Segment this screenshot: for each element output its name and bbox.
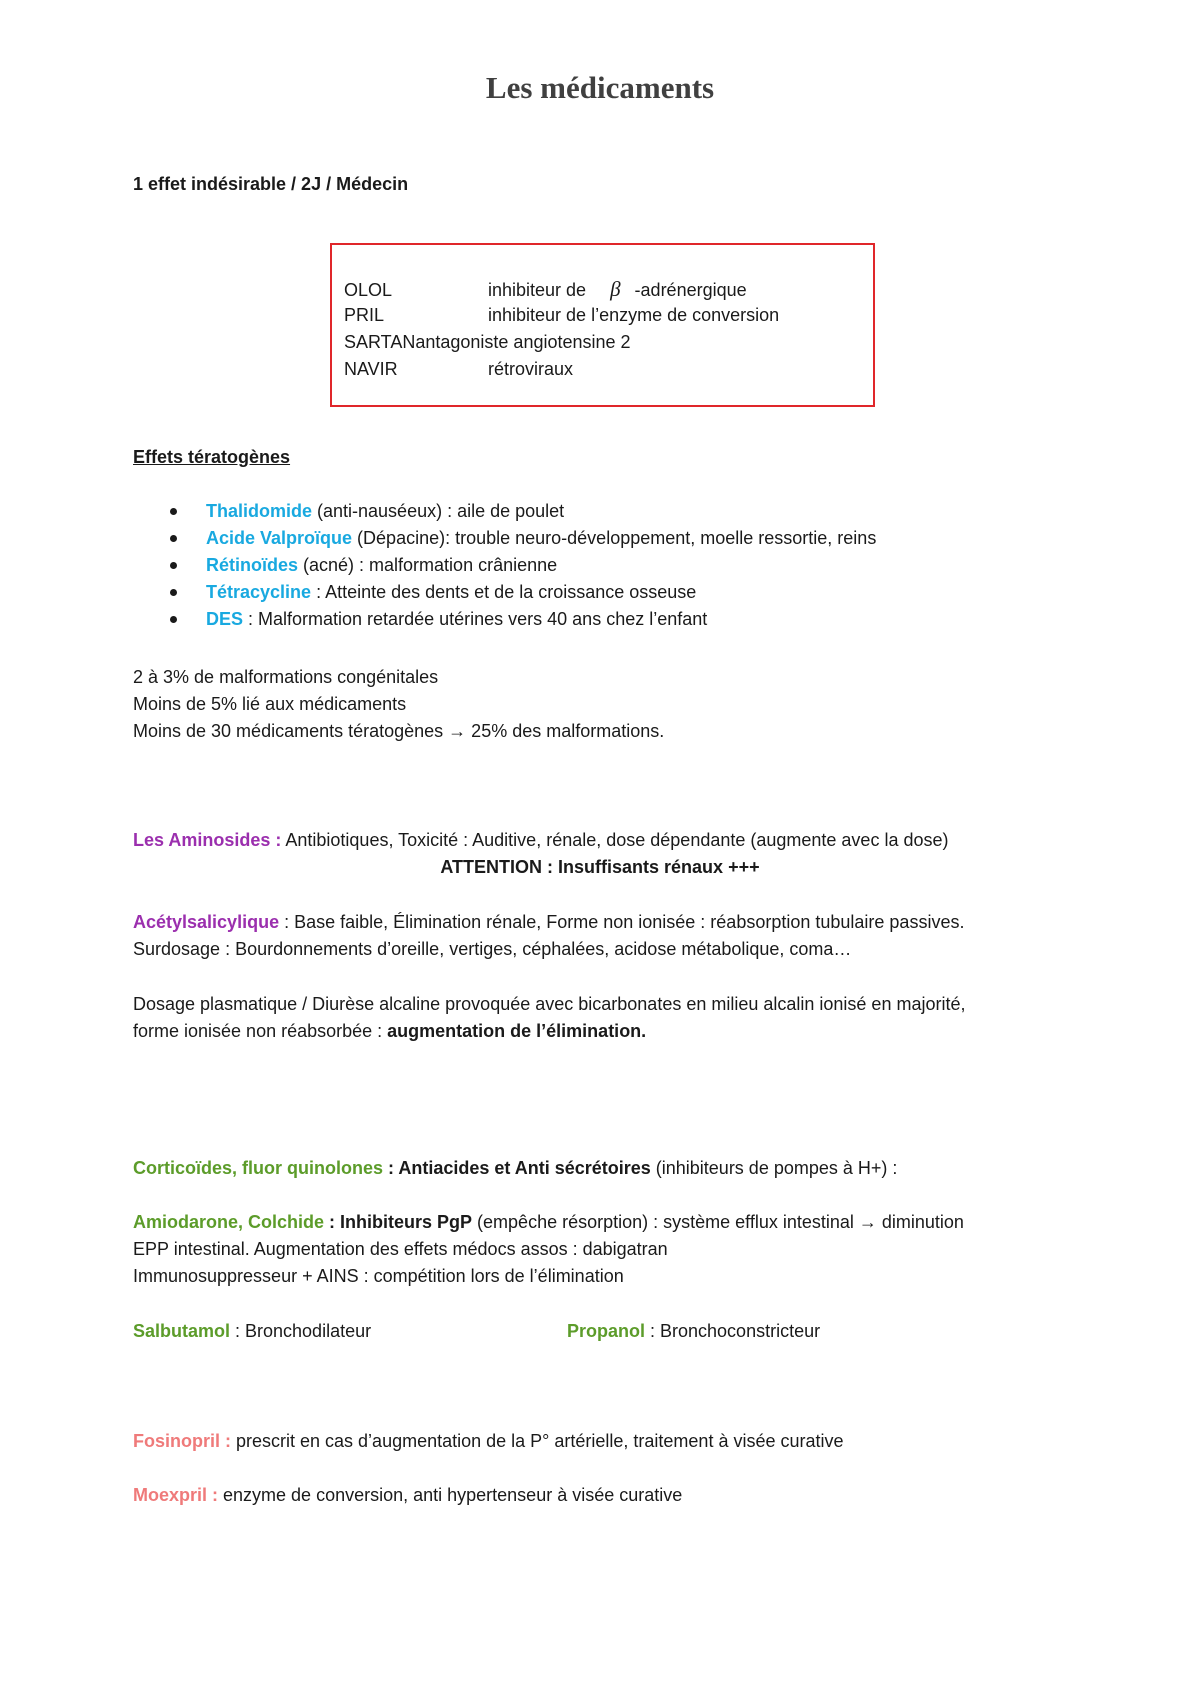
bullet-icon [170, 589, 177, 596]
bullet-icon [170, 535, 177, 542]
drug-text: : Base faible, Élimination rénale, Forme non ionisée : réabsorption tubulaire passives. [279, 912, 965, 932]
cortico-line [133, 1157, 897, 1179]
suffix-row-sartan [344, 331, 631, 353]
drug-name: Acétylsalicylique [133, 912, 280, 932]
drug-text-bold: augmentation de l’élimination. [387, 1021, 647, 1041]
bullet-icon [170, 508, 177, 515]
sep: : [324, 1212, 341, 1232]
suffix-box [330, 243, 875, 407]
drug-text: forme ionisée non réabsorbée : [133, 1021, 388, 1041]
drug-text-bold: Antiacides et Anti sécrétoires [398, 1158, 651, 1178]
drug-text: : Bronchoconstricteur [645, 1321, 821, 1341]
suffix-desc: -adrénergique [634, 280, 747, 300]
drug-text: Antibiotiques, Toxicité : Auditive, rénale, dose dépendante (augmente avec la dose) [281, 830, 949, 850]
stat-line: Moins de 30 médicaments tératogènes → 25% des malformations. [133, 721, 665, 741]
drug-effect: (anti-nauséeux) : aile de poulet [312, 501, 565, 521]
list-item [170, 581, 876, 608]
drug-text: enzyme de conversion, anti hypertenseur à visée curative [218, 1485, 683, 1505]
drug-name: Thalidomide [206, 501, 313, 521]
list-item [170, 608, 876, 635]
acetyl-line [133, 911, 964, 933]
suffix-row-navir [344, 358, 573, 380]
drug-name: Corticoïdes, fluor quinolones [133, 1158, 384, 1178]
propanol-line [567, 1320, 820, 1342]
amiodarone-line [133, 1211, 964, 1233]
drug-text: prescrit en cas d’augmentation de la P° artérielle, traitement à visée curative [231, 1431, 844, 1451]
drug-effect: : Malformation retardée utérines vers 40 ans chez l’enfant [243, 609, 708, 629]
amiodarone-line-2: EPP intestinal. Augmentation des effets médocs assos : dabigatran [133, 1239, 668, 1259]
drug-name: DES [206, 609, 244, 629]
drug-name: Fosinopril : [133, 1431, 231, 1451]
list-item [170, 500, 876, 527]
suffix-desc: inhibiteur de l’enzyme de conversion [488, 305, 780, 325]
acetyl-overdose: Surdosage : Bourdonnements d’oreille, vertiges, céphalées, acidose métabolique, coma… [133, 939, 852, 959]
teratogenic-heading: Effets tératogènes [133, 447, 291, 467]
bullet-icon [170, 562, 177, 569]
attention-line: ATTENTION : Insuffisants rénaux +++ [440, 857, 760, 877]
drug-effect: (acné) : malformation crânienne [298, 555, 558, 575]
subtitle: 1 effet indésirable / 2J / Médecin [133, 174, 409, 194]
drug-name: Les Aminosides : [133, 830, 282, 850]
drug-name: Amiodarone, Colchide [133, 1212, 325, 1232]
drug-effect: (Dépacine): trouble neuro-développement, moelle ressortie, reins [352, 528, 877, 548]
drug-text: : Bronchodilateur [230, 1321, 372, 1341]
drug-name: Salbutamol [133, 1321, 231, 1341]
suffix-code: OLOL [344, 280, 393, 300]
stat-line: Moins de 5% lié aux médicaments [133, 694, 407, 714]
amiodarone-line-3: Immunosuppresseur + AINS : compétition lors de l’élimination [133, 1266, 624, 1286]
suffix-row-olol [344, 278, 747, 301]
list-item [170, 554, 876, 581]
acetyl-dosage-cont [133, 1020, 646, 1042]
list-item [170, 527, 876, 554]
drug-text-bold: Inhibiteurs PgP [340, 1212, 473, 1232]
drug-text: (empêche résorption) : système efflux intestinal → diminution [472, 1212, 964, 1232]
page-title: Les médicaments [485, 70, 715, 105]
suffix-code: SARTAN [344, 332, 416, 352]
aminosides-line [133, 829, 948, 851]
teratogenic-list [170, 500, 876, 635]
moexpril-line [133, 1484, 682, 1506]
beta-symbol: β [610, 277, 621, 301]
bullet-icon [170, 616, 177, 623]
stat-line: 2 à 3% de malformations congénitales [133, 667, 439, 687]
drug-text: (inhibiteurs de pompes à H+) : [650, 1158, 898, 1178]
drug-name: Moexpril : [133, 1485, 219, 1505]
drug-name: Propanol [567, 1321, 646, 1341]
drug-name: Acide Valproïque [206, 528, 353, 548]
salbutamol-line [133, 1320, 371, 1342]
suffix-desc: rétroviraux [488, 359, 574, 379]
drug-name: Rétinoïdes [206, 555, 299, 575]
suffix-code: PRIL [344, 305, 385, 325]
suffix-desc: antagoniste angiotensine 2 [415, 332, 631, 352]
drug-name: Tétracycline [206, 582, 312, 602]
suffix-row-pril [344, 304, 779, 326]
suffix-code: NAVIR [344, 359, 398, 379]
acetyl-dosage: Dosage plasmatique / Diurèse alcaline provoquée avec bicarbonates en milieu alcalin ionisé en majorité, [133, 994, 966, 1014]
fosinopril-line [133, 1430, 844, 1452]
suffix-desc: inhibiteur de [488, 280, 587, 300]
sep: : [383, 1158, 399, 1178]
drug-effect: : Atteinte des dents et de la croissance osseuse [311, 582, 697, 602]
